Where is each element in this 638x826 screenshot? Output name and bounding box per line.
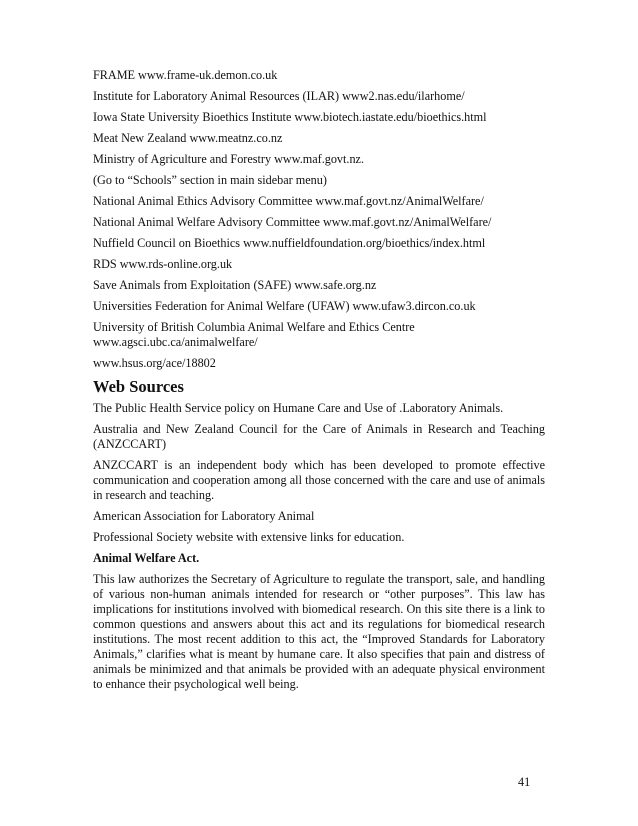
link-entry-meat-nz: Meat New Zealand www.meatnz.co.nz bbox=[93, 131, 283, 145]
link-entry-nawac: National Animal Welfare Advisory Committee www.maf.govt.nz/AnimalWelfare/ bbox=[93, 215, 492, 229]
link-entry-nuffield: Nuffield Council on Bioethics www.nuffieldfoundation.org/bioethics/index.html bbox=[93, 236, 486, 250]
link-entry-maf: Ministry of Agriculture and Forestry www.maf.govt.nz. bbox=[93, 152, 365, 166]
link-entry-safe: Save Animals from Exploitation (SAFE) www.safe.org.nz bbox=[93, 278, 377, 292]
page-number: 41 bbox=[518, 775, 531, 789]
link-entry-ubc: University of British Columbia Animal Welfare and Ethics Centre www.agsci.ubc.ca/animalwelfare/ bbox=[93, 320, 415, 349]
anzccart-description: ANZCCART is an independent body which has been developed to promote effective communication and cooperation among all those concerned with the care and use of animals in research and teaching. bbox=[93, 458, 545, 502]
professional-society-text: Professional Society website with extensive links for education. bbox=[93, 530, 405, 544]
animal-welfare-act-description: This law authorizes the Secretary of Agriculture to regulate the transport, sale, and handling of various non-human animals intended for research or “other purposes”. This law has implications for institutions involved with biomedical research. On this site there is a link to common questions and answers about this act and its regulations for biomedical research institutions. The most recent addition to this act, the “Improved Standards for Laboratory Animals,” clarifies what is meant by humane care. It also specifies that pain and distress of animals be minimized and that animals be provided with an adequate physical environment to enhance their psychological well being. bbox=[93, 572, 545, 691]
animal-welfare-act-heading: Animal Welfare Act. bbox=[93, 551, 200, 565]
link-entry-naeac: National Animal Ethics Advisory Committee www.maf.govt.nz/AnimalWelfare/ bbox=[93, 194, 484, 208]
link-entry-iowa-state: Iowa State University Bioethics Institute www.biotech.iastate.edu/bioethics.html bbox=[93, 110, 487, 124]
link-entry-frame: FRAME www.frame-uk.demon.co.uk bbox=[93, 68, 278, 82]
web-sources-heading: Web Sources bbox=[93, 377, 184, 396]
aala-text: American Association for Laboratory Animal bbox=[93, 509, 315, 523]
anzccart-title: Australia and New Zealand Council for the Care of Animals in Research and Teaching (ANZCCART) bbox=[93, 422, 545, 451]
page-content bbox=[93, 68, 545, 698]
link-entry-ufaw: Universities Federation for Animal Welfare (UFAW) www.ufaw3.dircon.co.uk bbox=[93, 299, 476, 313]
link-entry-hsus: www.hsus.org/ace/18802 bbox=[93, 356, 216, 370]
link-entry-schools-note: (Go to “Schools” section in main sidebar menu) bbox=[93, 173, 327, 187]
phs-policy-text: The Public Health Service policy on Humane Care and Use of .Laboratory Animals. bbox=[93, 401, 504, 415]
link-entry-rds: RDS www.rds-online.org.uk bbox=[93, 257, 233, 271]
link-entry-ilar: Institute for Laboratory Animal Resources (ILAR) www2.nas.edu/ilarhome/ bbox=[93, 89, 465, 103]
